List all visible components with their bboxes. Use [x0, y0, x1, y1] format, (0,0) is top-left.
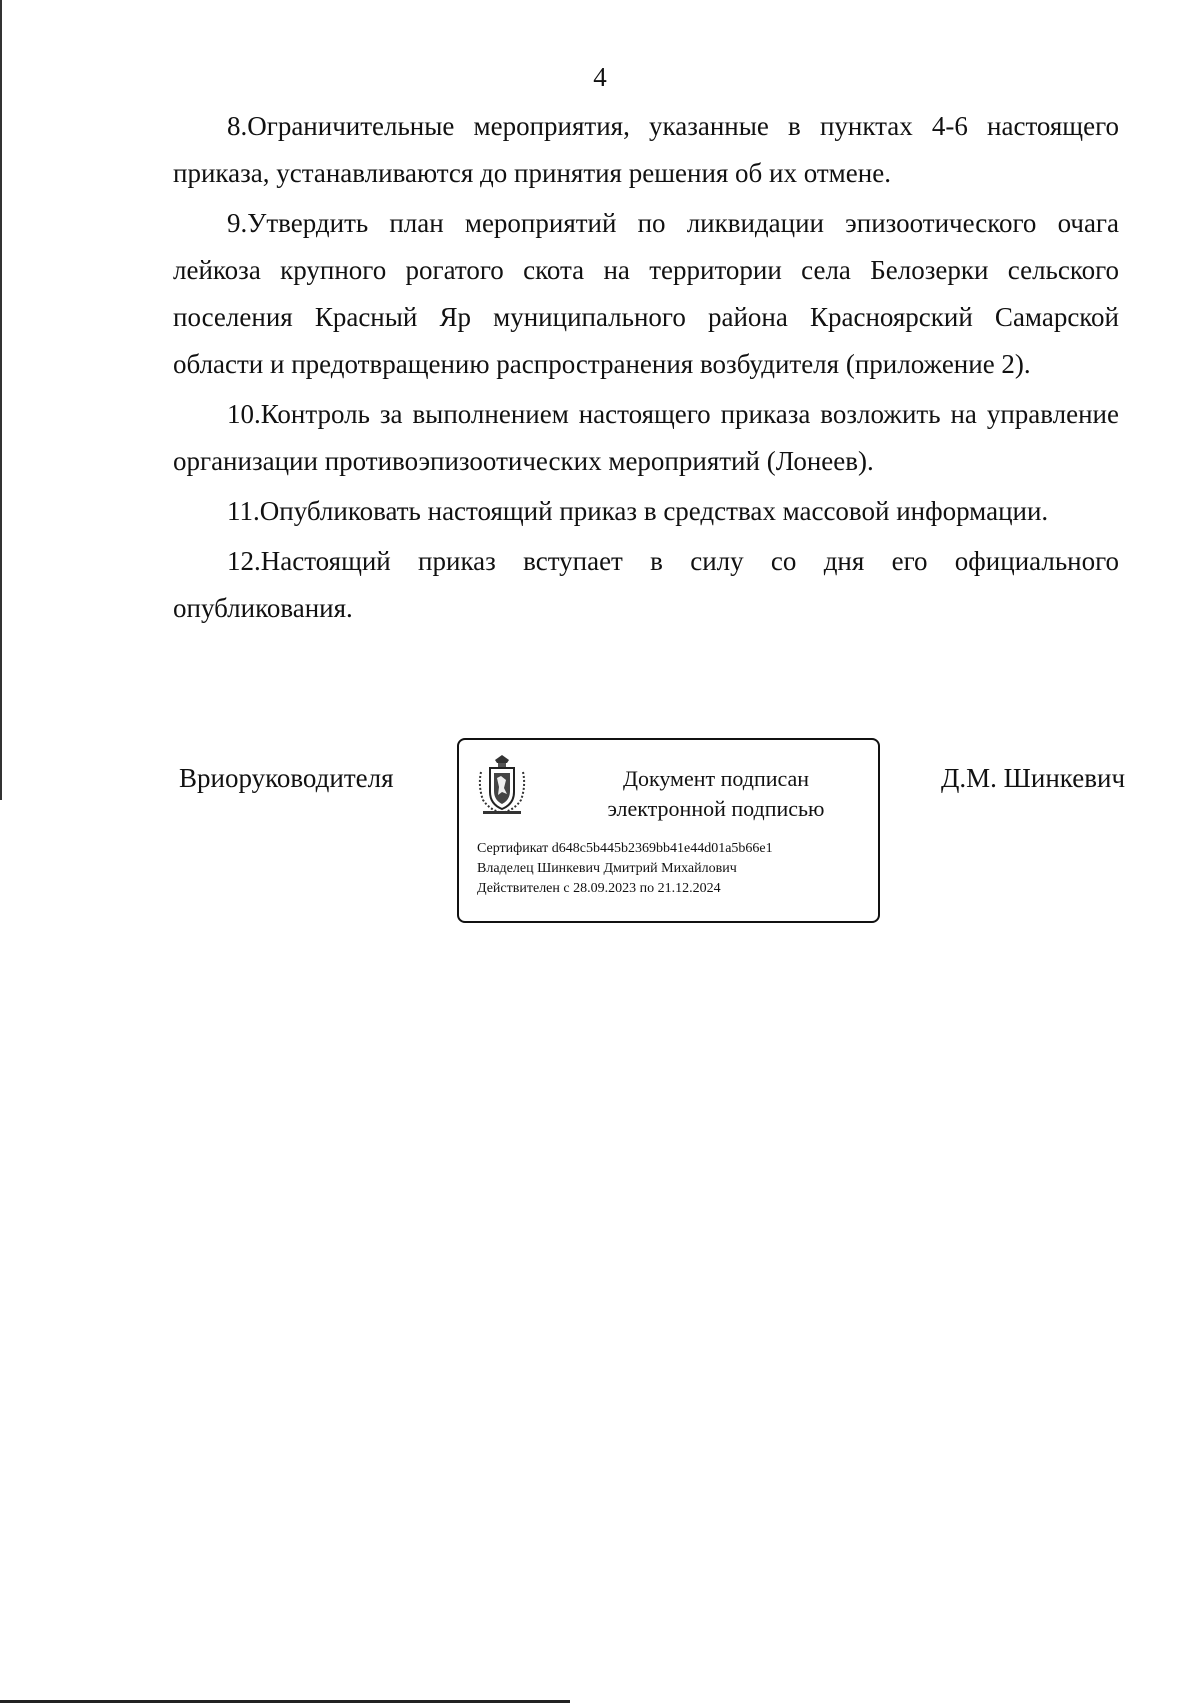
scan-margin-line	[0, 0, 2, 800]
document-body	[173, 103, 1119, 635]
stamp-certificate: Сертификат d648c5b445b2369bb41e44d01a5b66e1	[477, 841, 773, 856]
stamp-heading-line1: Документ подписан	[622, 766, 810, 791]
stamp-validity: Действителен с 28.09.2023 по 21.12.2024	[477, 881, 721, 896]
stamp-details	[477, 839, 773, 899]
paragraph-12: 12.Настоящий приказ вступает в силу со дня его официального опубликования.	[173, 546, 1119, 623]
electronic-signature-stamp	[457, 738, 880, 923]
signer-title: Вриоруководителя	[179, 763, 394, 793]
paragraph-8: 8.Ограничительные мероприятия, указанные в пунктах 4-6 настоящего приказа, устанавливаются до принятия решения об их отмене.	[173, 111, 1119, 188]
scan-edge-line	[0, 1700, 570, 1703]
stamp-owner: Владелец Шинкевич Дмитрий Михайлович	[477, 861, 737, 876]
signer-name: Д.М. Шинкевич	[941, 763, 1126, 793]
page-number: 4	[593, 62, 607, 92]
paragraph-9: 9.Утвердить план мероприятий по ликвидации эпизоотического очага лейкоза крупного рогатого скота на территории села Белозерки сельского поселения Красный Яр муниципального района Красноярский Самарской области и предотвращению распространения возбудителя (приложение 2).	[173, 208, 1119, 379]
coat-of-arms-icon	[477, 754, 527, 816]
paragraph-10: 10.Контроль за выполнением настоящего приказа возложить на управление организации противоэпизоотических мероприятий (Лонеев).	[173, 399, 1119, 476]
paragraph-11: 11.Опубликовать настоящий приказ в средствах массовой информации.	[227, 496, 1049, 526]
stamp-heading	[571, 764, 861, 824]
stamp-heading-line2: электронной подписью	[607, 796, 825, 821]
